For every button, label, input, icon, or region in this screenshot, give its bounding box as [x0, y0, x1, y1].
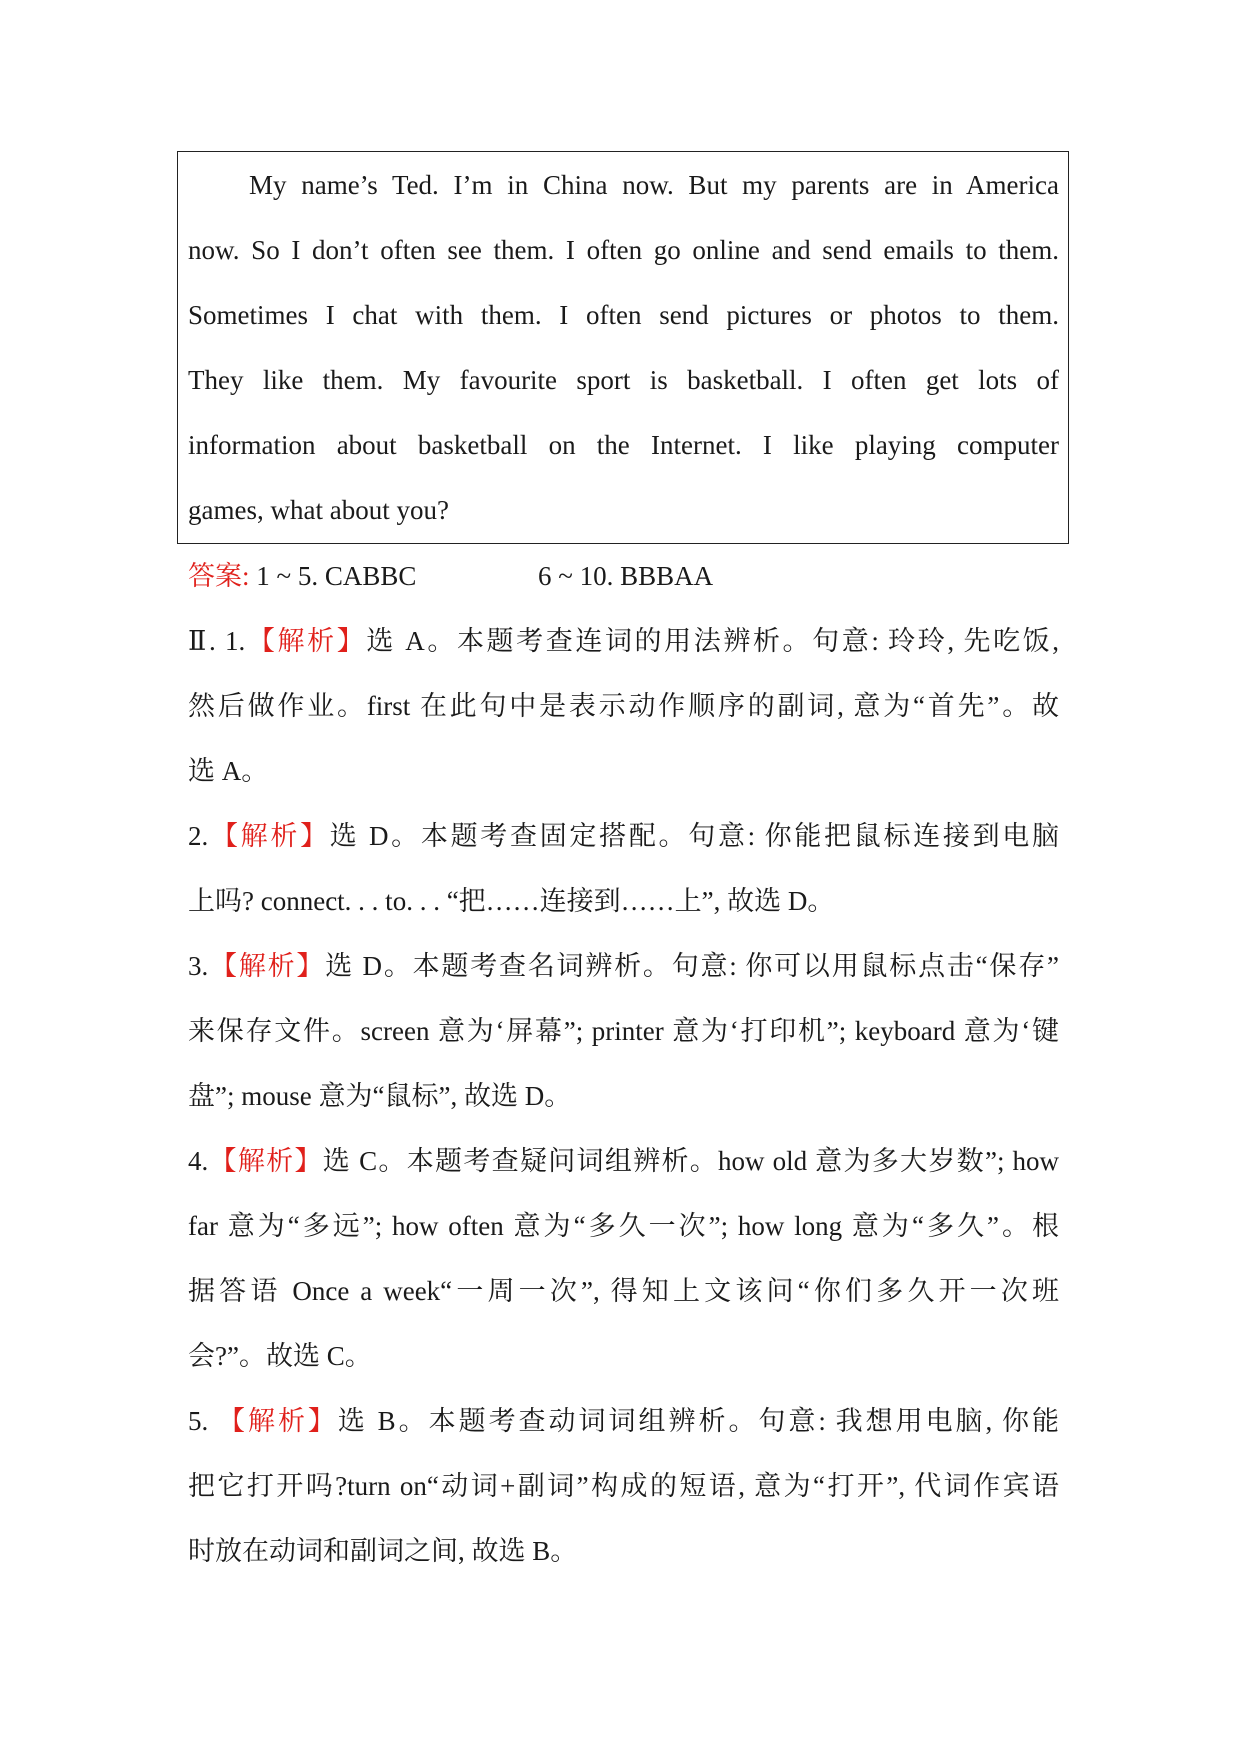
- passage-line: games, what about you?: [188, 495, 449, 525]
- explanation-2-line: 上吗? connect. . . to. . . “把……连接到……上”, 故选 D。: [188, 886, 835, 916]
- passage-line: My name’s Ted. I’m in China now. But my parents are in America: [249, 170, 1059, 200]
- passage-box: [177, 151, 1069, 544]
- analysis-tag: 【解析】: [245, 626, 367, 656]
- answer-part1: 1 ~ 5. CABBC: [256, 561, 417, 591]
- explanation-4-line: 据答语 Once a week“一周一次”, 得知上文该问“你们多久开一次班: [188, 1276, 1059, 1306]
- passage-line: They like them. My favourite sport is basketball. I often get lots of: [188, 365, 1059, 395]
- explanation-5-line: 时放在动词和副词之间, 故选 B。: [188, 1536, 578, 1566]
- analysis-tag: 【解析】: [208, 1146, 323, 1176]
- explanation-1-line: Ⅱ. 1.【解析】选 A。本题考查连词的用法辨析。句意: 玲玲, 先吃饭,: [188, 626, 1060, 656]
- explanation-4-line: far 意为“多远”; how often 意为“多久一次”; how long 意为“多久”。根: [188, 1211, 1059, 1241]
- explanation-1-line: 然后做作业。first 在此句中是表示动作顺序的副词, 意为“首先”。故: [188, 691, 1059, 721]
- answer-label: 答案:: [188, 561, 250, 591]
- answer-part2: 6 ~ 10. BBBAA: [538, 561, 714, 591]
- explanation-5-line: 5. 【解析】选 B。本题考查动词词组辨析。句意: 我想用电脑, 你能: [188, 1406, 1060, 1436]
- explanation-1-line: 选 A。: [188, 756, 269, 786]
- explanation-4-line: 4.【解析】选 C。本题考查疑问词组辨析。how old 意为多大岁数”; how: [188, 1146, 1059, 1176]
- analysis-tag: 【解析】: [208, 821, 330, 851]
- passage-line: information about basketball on the Internet. I like playing computer: [188, 430, 1059, 460]
- passage-line: now. So I don’t often see them. I often go online and send emails to them.: [188, 235, 1059, 265]
- explanation-2-line: 2.【解析】选 D。本题考查固定搭配。句意: 你能把鼠标连接到电脑: [188, 821, 1060, 851]
- answer-line: [188, 558, 416, 594]
- explanation-3-line: 盘”; mouse 意为“鼠标”, 故选 D。: [188, 1081, 572, 1111]
- explanation-5-line: 把它打开吗?turn on“动词+副词”构成的短语, 意为“打开”, 代词作宾语: [188, 1471, 1059, 1501]
- passage-line: Sometimes I chat with them. I often send pictures or photos to them.: [188, 300, 1059, 330]
- answer-part2-line: [538, 558, 713, 594]
- analysis-tag: 【解析】: [217, 1406, 338, 1436]
- explanation-3-line: 3.【解析】选 D。本题考查名词辨析。句意: 你可以用鼠标点击“保存”: [188, 951, 1060, 981]
- analysis-tag: 【解析】: [208, 951, 326, 981]
- explanation-4-line: 会?”。故选 C。: [188, 1341, 372, 1371]
- explanation-3-line: 来保存文件。screen 意为‘屏幕”; printer 意为‘打印机”; keyboard 意为‘键: [188, 1016, 1059, 1046]
